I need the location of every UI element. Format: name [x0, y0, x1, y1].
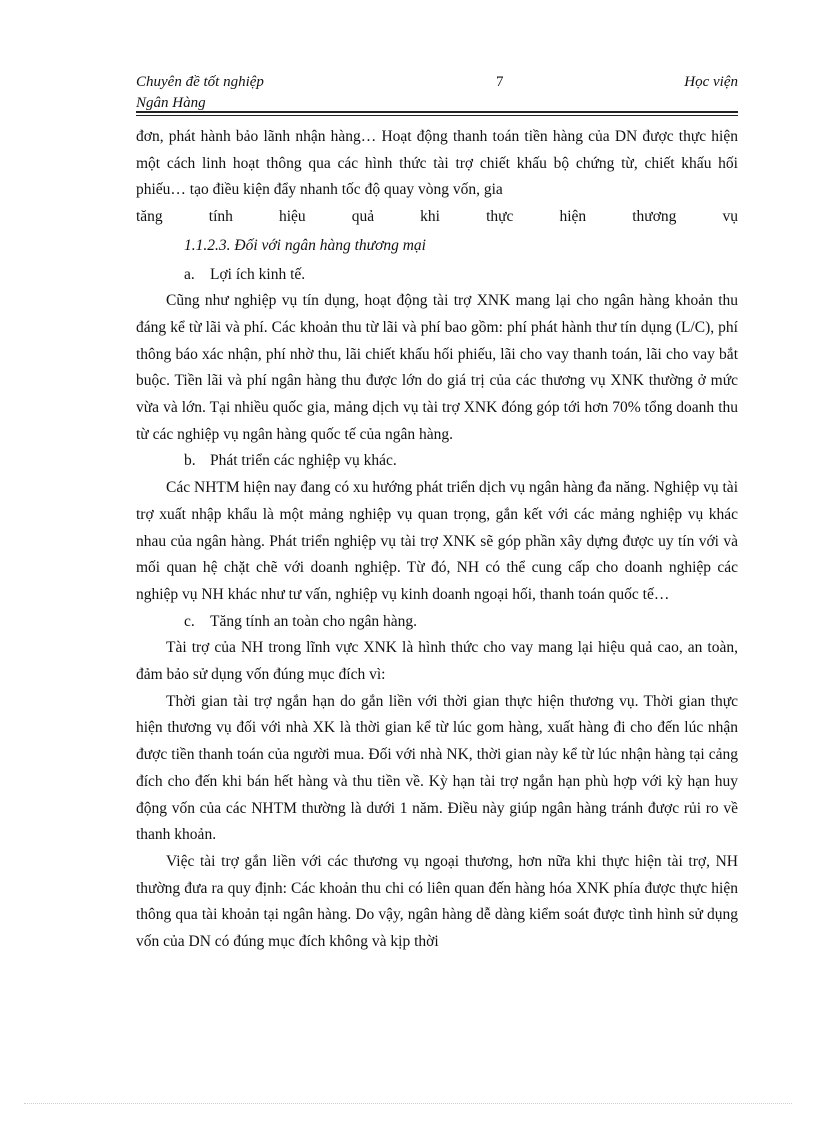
header-left [136, 72, 264, 114]
subheading: 1.1.2.3. Đối với ngân hàng thương mại [184, 236, 426, 254]
list-item-b [136, 448, 738, 475]
list-item-b-text: Phát triển các nghiệp vụ khác. [210, 452, 397, 470]
page-number: 7 [496, 74, 504, 90]
paragraph-5: Thời gian tài trợ ngắn hạn do gắn liền với thời gian thực hiện thương vụ. Thời gian thực hiện thương vụ đối với nhà XK là thời gian kể từ lúc gom hàng, xuất hàng đi cho đến lúc nhận được tiền thanh toán của người mua. Đối với nhà NK, thời gian này kể từ lúc nhận hàng tại cảng đích cho đến khi bán hết hàng và thu tiền về. Kỳ hạn tài trợ ngắn hạn phù hợp với kỳ hạn huy động vốn của các NHTM thường là dưới 1 năm. Điều này giúp ngân hàng tránh được rủi ro về thanh khoản. [136, 692, 738, 844]
list-item-a-text: Lợi ích kinh tế. [210, 265, 306, 283]
page-body [136, 124, 738, 956]
header-title: Chuyên đề tốt nghiệp [136, 74, 264, 90]
header-rule-thick [136, 111, 738, 113]
list-marker-b: b. [184, 452, 196, 470]
paragraph-6: Việc tài trợ gắn liền với các thương vụ ngoại thương, hơn nữa khi thực hiện tài trợ, NH thường đưa ra quy định: Các khoản thu chi có liên quan đến hàng hóa XNK phía được thực hiện thông qua tài khoản tại ngân hàng. Do vậy, ngân hàng dễ dàng kiểm soát được tình hình sử dụng vốn của DN có đúng mục đích không và kịp thời [136, 852, 738, 951]
paragraph-4: Tài trợ của NH trong lĩnh vực XNK là hình thức cho vay mang lại hiệu quả cao, an toàn, đảm bảo sử dụng vốn đúng mục đích vì: [136, 639, 738, 684]
page-bottom-divider [24, 1103, 792, 1104]
header-right: Học viện [684, 74, 738, 90]
paragraph-3: Các NHTM hiện nay đang có xu hướng phát triển dịch vụ ngân hàng đa năng. Nghiệp vụ tài trợ xuất nhập khẩu là một mảng nghiệp vụ quan trọng, gắn kết với các mảng nghiệp vụ khác nhau của ngân hàng. Phát triển nghiệp vụ tài trợ XNK sẽ góp phần xây dựng được uy tín với và mối quan hệ chặt chẽ với doanh nghiệp. Từ đó, NH có thể cung cấp cho doanh nghiệp các nghiệp vụ NH khác như tư vấn, nghiệp vụ kinh doanh ngoại hối, thanh toán quốc tế… [136, 479, 738, 603]
list-item-a [136, 262, 738, 289]
list-item-c [136, 609, 738, 636]
list-item-c-text: Tăng tính an toàn cho ngân hàng. [210, 612, 418, 630]
paragraph-1: đơn, phát hành bảo lãnh nhận hàng… Hoạt động thanh toán tiền hàng của DN được thực hiện một cách linh hoạt thông qua các hình thức tài trợ chiết khấu bộ chứng từ, chiết khấu hối phiếu… tạo điều kiện đẩy nhanh tốc độ quay vòng vốn, gia [136, 128, 738, 199]
header-title-line2: Ngân Hàng [136, 95, 206, 111]
paragraph-1-last-line: tăng tính hiệu quả khi thực hiện thương vụ [136, 208, 738, 226]
list-marker-c: c. [184, 612, 195, 630]
page-header [136, 72, 738, 116]
list-marker-a: a. [184, 265, 195, 283]
header-rule-thin [136, 115, 738, 116]
paragraph-2: Cũng như nghiệp vụ tín dụng, hoạt động tài trợ XNK mang lại cho ngân hàng khoản thu đáng kể từ lãi và phí. Các khoản thu từ lãi và phí bao gồm: phí phát hành thư tín dụng (L/C), phí thông báo xác nhận, phí nhờ thu, lãi chiết khấu hối phiếu, lãi cho vay thanh toán, lãi cho vay bắt buộc. Tiền lãi và phí ngân hàng thu được lớn do giá trị của các thương vụ XNK thường ở mức vừa và lớn. Tại nhiều quốc gia, mảng dịch vụ tài trợ XNK đóng góp tới hơn 70% tổng doanh thu từ các nghiệp vụ ngân hàng quốc tế của ngân hàng. [136, 292, 738, 443]
